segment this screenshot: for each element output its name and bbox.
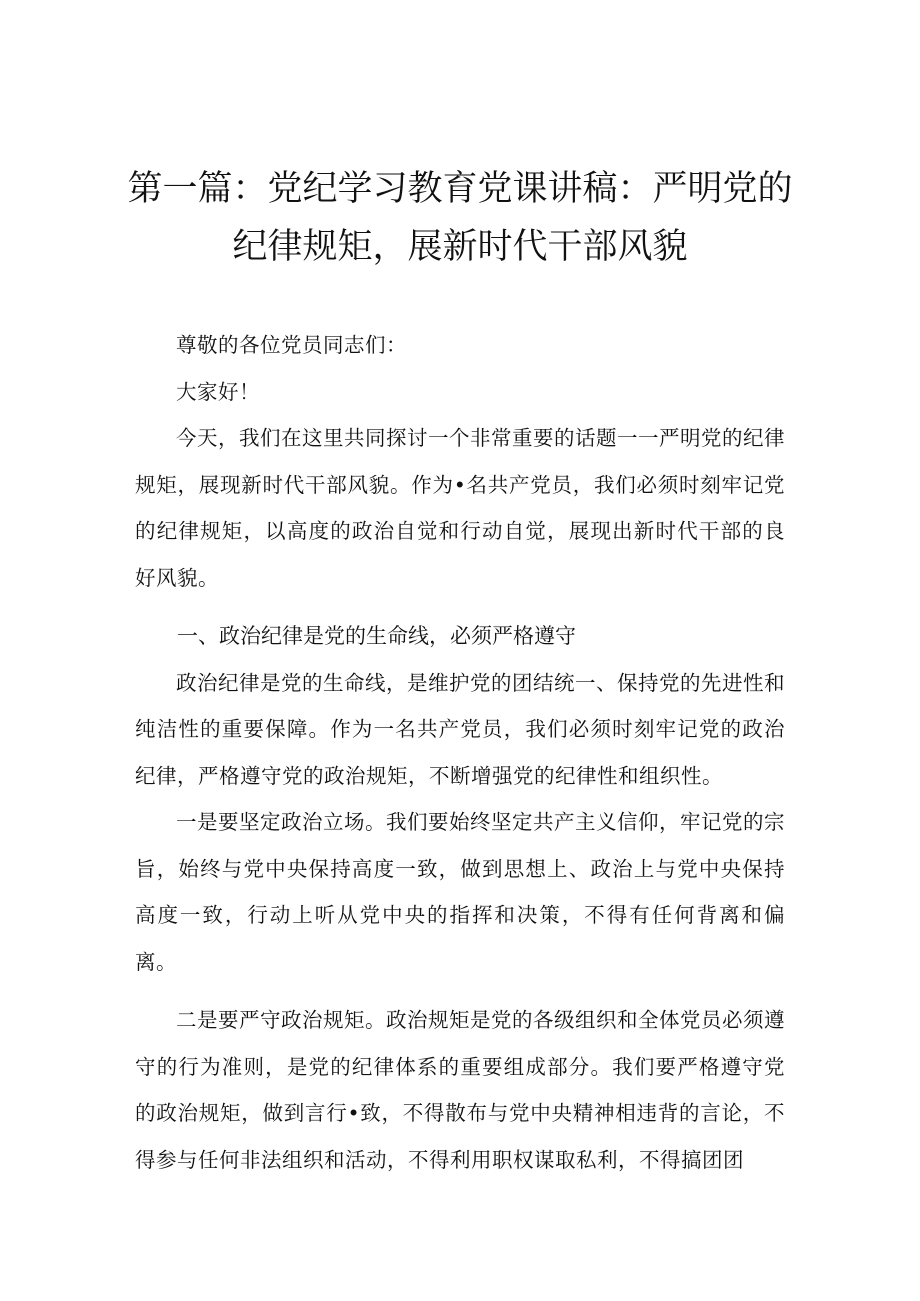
section-1-paragraph-2: 一是要坚定政治立场。我们要始终坚定共产主义信仰，牢记党的宗旨，始终与党中央保持高度一致，做到思想上、政治上与党中央保持高度一致，行动上听从党中央的指挥和决策，不得有任何背离和偏离。 — [135, 810, 785, 974]
salutation: 尊敬的各位党员同志们： — [176, 333, 407, 357]
intro-paragraph: 今天，我们在这里共同探讨一个非常重要的话题一一严明党的纪律规矩，展现新时代干部风貌。作为•名共产党员，我们必须时刻牢记党的纪律规矩，以高度的政治自觉和行动自觉，展现出新时代干部的良好风貌。 — [135, 426, 785, 590]
section-heading-1: 一、政治纪律是党的生命线，必须严格遵守 — [177, 624, 576, 648]
section-1-paragraph-3: 二是要严守政治规矩。政治规矩是党的各级组织和全体党员必须遵守的行为准则，是党的纪律体系的重要组成部分。我们要严格遵守党的政治规矩，做到言行•致，不得散布与党中央精神相违背的言论，不得参与任何非法组织和活动，不得利用职权谋取私利，不得搞团团 — [135, 1008, 785, 1172]
document-body — [135, 322, 785, 1183]
title-line-2: 纪律规矩，展新时代干部风貌 — [232, 227, 688, 267]
title-line-1: 第一篇：党纪学习教育党课讲稿：严明党的 — [127, 169, 793, 209]
section-1-paragraph-1: 政治纪律是党的生命线，是维护党的团结统一、保持党的先进性和纯洁性的重要保障。作为一名共产党员，我们必须时刻牢记党的政治纪律，严格遵守党的政治规矩，不断增强党的纪律性和组织性。 — [135, 670, 785, 788]
document-title — [100, 160, 820, 276]
greeting: 大家好！ — [176, 379, 260, 404]
